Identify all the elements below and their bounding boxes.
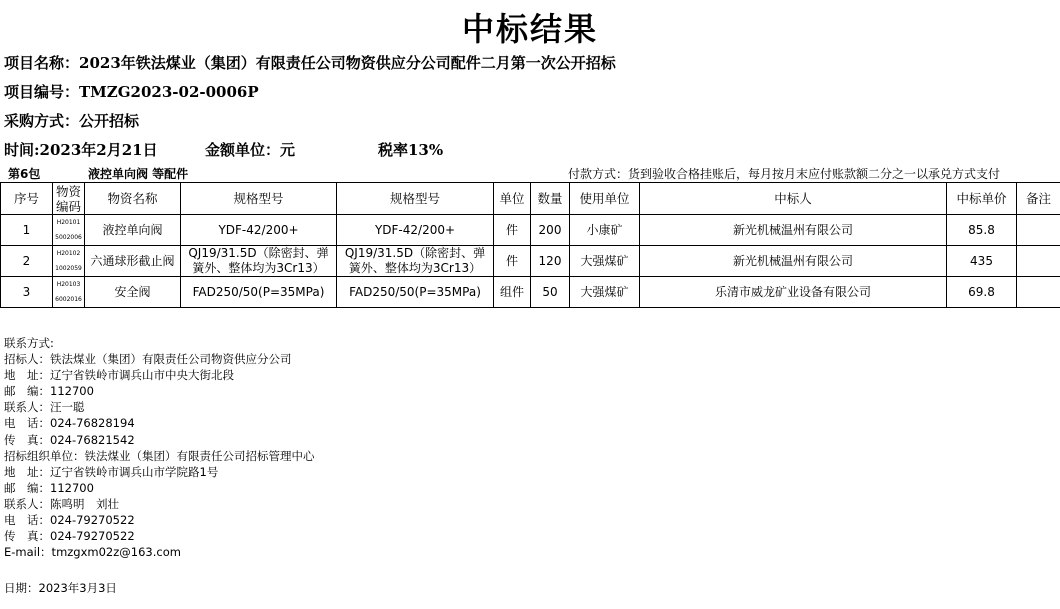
cell-remark [1017, 277, 1060, 308]
package-row [8, 165, 1058, 181]
table-header-row [1, 183, 1060, 215]
cell-qty: 200 [531, 215, 570, 246]
cell-no: 3 [1, 277, 53, 308]
cell-no: 2 [1, 246, 53, 277]
payment-terms: 付款方式：货到验收合格挂账后，每月按月末应付账款额二分之一以承兑方式支付 [567, 167, 1000, 181]
header-code: 物资编码 [53, 183, 85, 215]
cell-unit: 件 [494, 215, 531, 246]
cell-user: 大强煤矿 [570, 246, 640, 277]
table-row [1, 215, 1060, 246]
announcement-date: 日期：2023年3月3日 [4, 581, 117, 595]
cell-price: 435 [947, 246, 1017, 277]
cell-spec1: FAD250/50(P=35MPa) [181, 277, 337, 308]
amount-unit-text: 金额单位：元 [205, 141, 296, 159]
cell-price: 69.8 [947, 277, 1017, 308]
contact-line: 招标人：铁法煤业（集团）有限责任公司物资供应分公司 [4, 352, 292, 367]
project-code-label: 项目编号： [4, 83, 80, 101]
table-row [1, 246, 1060, 277]
cell-remark [1017, 215, 1060, 246]
cell-spec2: QJ19/31.5D（除密封、弹簧外、整体均为3Cr13） [337, 246, 494, 277]
cell-name: 安全阀 [85, 277, 181, 308]
purchase-method-line [4, 110, 139, 131]
header-winner: 中标人 [640, 183, 947, 215]
cell-spec2: FAD250/50(P=35MPa) [337, 277, 494, 308]
cell-code: H201036002016 [53, 277, 85, 308]
cell-code: H201015002006 [53, 215, 85, 246]
header-user: 使用单位 [570, 183, 640, 215]
header-qty: 数量 [531, 183, 570, 215]
contact-line: 联系方式: [4, 336, 54, 350]
purchase-method-label: 采购方式： [4, 112, 80, 130]
header-spec2: 规格型号 [337, 183, 494, 215]
cell-spec2: YDF-42/200+ [337, 215, 494, 246]
project-name-line [4, 52, 616, 73]
cell-name: 液控单向阀 [85, 215, 181, 246]
project-code-line [4, 81, 259, 102]
header-remark: 备注 [1017, 183, 1060, 215]
table-row [1, 277, 1060, 308]
cell-unit: 组件 [494, 277, 531, 308]
cell-spec1: QJ19/31.5D（除密封、弹簧外、整体均为3Cr13） [181, 246, 337, 277]
time-text: 时间:2023年2月21日 [4, 141, 158, 159]
cell-code: H201021002059 [53, 246, 85, 277]
cell-unit: 件 [494, 246, 531, 277]
project-name-value: 2023年铁法煤业（集团）有限责任公司物资供应分公司配件二月第一次公开招标 [79, 54, 616, 72]
result-table [0, 182, 1060, 308]
contact-line: 传 真：024-79270522 [4, 529, 135, 544]
project-name-label: 项目名称： [4, 54, 80, 72]
contact-line: 招标组织单位：铁法煤业（集团）有限责任公司招标管理中心 [4, 448, 315, 463]
contact-line: 联系人：陈鸣明 刘壮 [4, 496, 119, 511]
cell-user: 小康矿 [570, 215, 640, 246]
contact-line: 地 址：辽宁省铁岭市调兵山市学院路1号 [4, 464, 219, 479]
cell-winner: 新光机械温州有限公司 [640, 215, 947, 246]
project-code-value: TMZG2023-02-0006P [79, 83, 259, 101]
purchase-method-value: 公开招标 [79, 112, 140, 130]
cell-winner: 乐清市威龙矿业设备有限公司 [640, 277, 947, 308]
email-line: E-mail：tmzgxm02z@163.com [4, 545, 181, 560]
package-name: 液控单向阀 等配件 [88, 167, 189, 181]
contact-line: 联系人：汪一聪 [4, 400, 85, 415]
cell-qty: 50 [531, 277, 570, 308]
contact-block [4, 335, 315, 560]
cell-no: 1 [1, 215, 53, 246]
header-name: 物资名称 [85, 183, 181, 215]
header-price: 中标单价 [947, 183, 1017, 215]
header-spec1: 规格型号 [181, 183, 337, 215]
tax-rate-text: 税率13% [378, 141, 444, 159]
package-number: 第6包 [8, 167, 41, 181]
contact-line: 地 址：辽宁省铁岭市调兵山市中央大街北段 [4, 368, 234, 383]
header-unit: 单位 [494, 183, 531, 215]
header-no: 序号 [1, 183, 53, 215]
cell-name: 六通球形截止阀 [85, 246, 181, 277]
contact-line: 邮 编：112700 [4, 384, 94, 399]
contact-line: 传 真：024-76821542 [4, 432, 135, 447]
contact-line: 邮 编：112700 [4, 480, 94, 495]
cell-remark [1017, 246, 1060, 277]
cell-winner: 新光机械温州有限公司 [640, 246, 947, 277]
cell-user: 大强煤矿 [570, 277, 640, 308]
contact-line: 电 话：024-79270522 [4, 513, 135, 528]
cell-spec1: YDF-42/200+ [181, 215, 337, 246]
contact-line: 电 话：024-76828194 [4, 416, 135, 431]
cell-qty: 120 [531, 246, 570, 277]
cell-price: 85.8 [947, 215, 1017, 246]
page-title: 中标结果 [461, 10, 598, 48]
